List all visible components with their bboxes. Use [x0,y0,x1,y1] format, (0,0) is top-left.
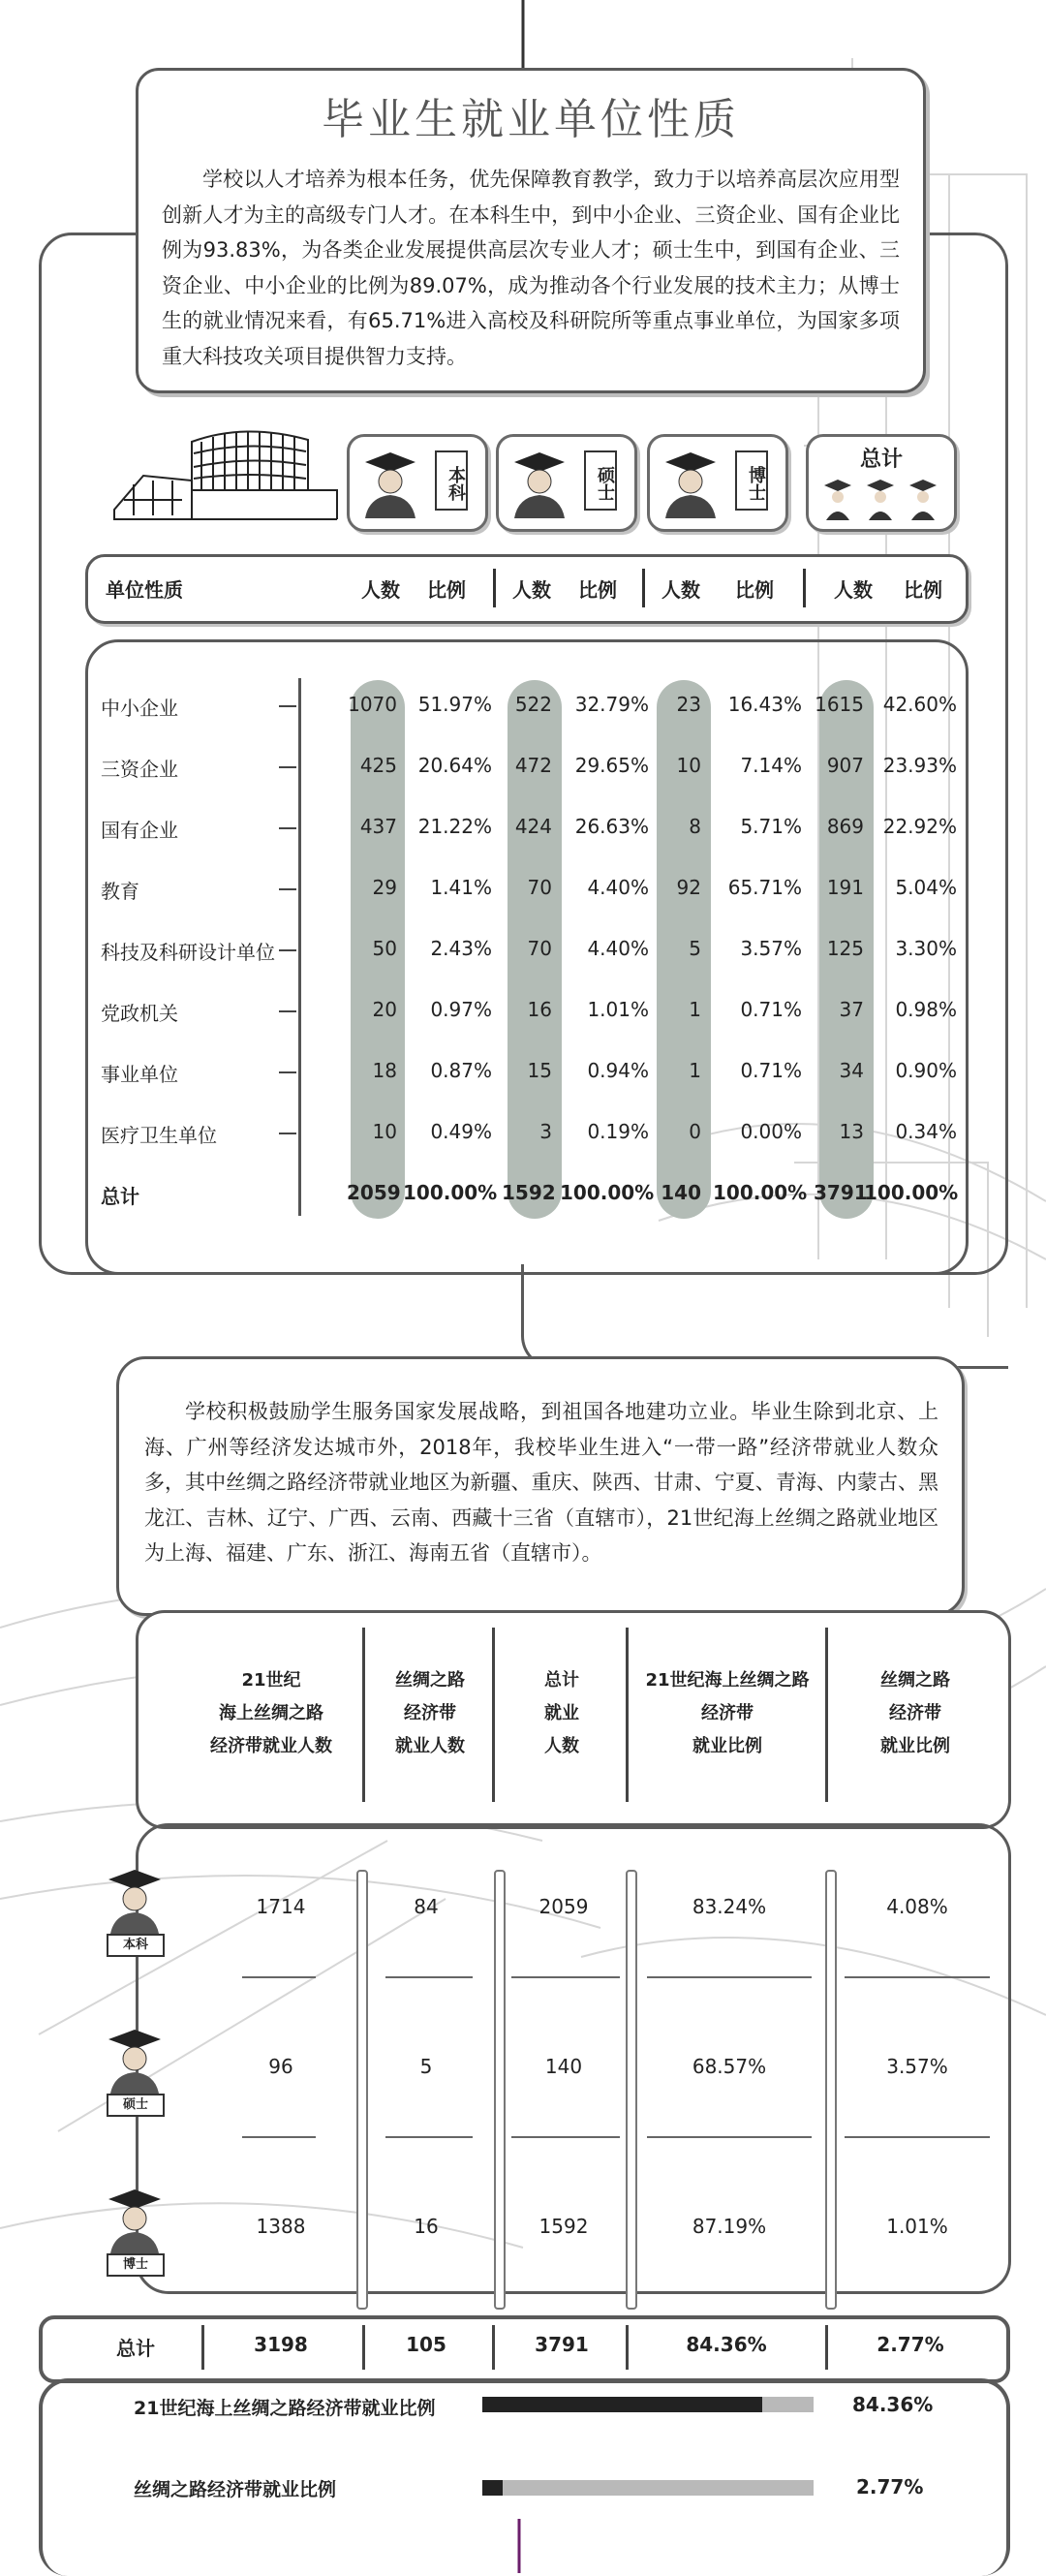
total-separator [362,2325,365,2370]
row-label: 总计 [101,1185,139,1208]
count-cell: 140 [661,1181,701,1204]
ratio-cell: 23.93% [882,754,957,777]
count-cell: 125 [826,937,864,960]
count-cell: 424 [514,815,552,838]
intro-card [136,68,926,393]
ratio-cell: 1.01% [886,2215,948,2238]
header-master-ratio: 比例 [578,578,617,602]
ratio-cell: 100.00% [403,1181,498,1204]
header-line: 就业人数 [395,1736,465,1756]
header-separator [492,1628,495,1802]
ratio-cell: 0.19% [587,1120,649,1143]
count-cell: 0 [689,1120,701,1143]
header-total-ratio: 比例 [904,578,942,602]
ratio-cell: 32.79% [574,693,649,716]
graduate-cap-icon [359,449,419,518]
total-silk-road-ratio: 2.77% [877,2333,944,2356]
ratio-cell: 0.34% [895,1120,957,1143]
ratio-cell: 4.40% [587,937,649,960]
count-cell: 16 [414,2215,439,2238]
count-cell: 2059 [538,1895,589,1918]
ratio-cell: 21.22% [417,815,492,838]
graduate-icon [101,2026,169,2094]
column-pillar [494,1870,506,2310]
total-label: 总计 [116,2337,155,2360]
count-cell: 522 [514,693,552,716]
ratio-fill-silk-road [482,2480,503,2496]
degree-tag: 本科 [107,1934,165,1957]
header-line: 经济带 [701,1703,754,1723]
ratio-cell: 0.00% [740,1120,802,1143]
ratio-cell: 20.64% [417,754,492,777]
ratio-label-silk-road: 丝绸之路经济带就业比例 [134,2479,337,2500]
table2-header-cell [633,1664,821,1763]
header-separator [362,1628,365,1802]
ratio-value-sea-road: 84.36% [852,2393,934,2416]
count-cell: 2059 [347,1181,401,1204]
ratio-cell: 3.57% [740,937,802,960]
ratio-bar-silk-road [482,2480,814,2496]
header-doctor-count: 人数 [661,578,700,602]
count-cell: 70 [527,876,552,899]
ratio-cell: 65.71% [727,876,802,899]
header-line: 21世纪海上丝绸之路 [645,1670,810,1691]
row-tick [279,827,296,829]
count-cell: 3 [539,1120,552,1143]
section-connector [521,1264,1008,1369]
count-cell: 10 [372,1120,397,1143]
ratio-cell: 2.43% [430,937,492,960]
group-bachelor [347,434,488,532]
header-total-count: 人数 [834,578,873,602]
table2-header-cell [372,1664,488,1763]
count-cell: 18 [372,1059,397,1082]
count-cell: 84 [414,1895,439,1918]
row-rule [647,1976,812,1978]
ratio-cell: 0.90% [895,1059,957,1082]
ratio-cell: 7.14% [740,754,802,777]
count-cell: 1714 [256,1895,306,1918]
graduates-group-icon [820,478,942,520]
count-cell: 20 [372,998,397,1021]
count-cell: 15 [527,1059,552,1082]
count-cell: 869 [826,815,864,838]
count-cell: 1615 [815,693,864,716]
header-separator [642,569,645,607]
count-cell: 437 [359,815,397,838]
ratio-cell: 100.00% [864,1181,959,1204]
count-cell: 92 [676,876,701,899]
ratio-cell: 0.87% [430,1059,492,1082]
count-cell: 50 [372,937,397,960]
group-label-total: 总计 [859,448,903,472]
header-separator [825,1628,828,1802]
total-separator [201,2325,204,2370]
total-separator [825,2325,828,2370]
ratio-cell: 0.71% [740,998,802,1021]
count-cell: 96 [268,2055,293,2078]
row-label: 医疗卫生单位 [101,1124,217,1147]
graduate-icon [101,1866,169,1934]
header-bachelor-count: 人数 [361,578,400,602]
count-cell: 16 [527,998,552,1021]
group-total [806,434,957,532]
ratio-cell: 0.94% [587,1059,649,1082]
header-unit-type: 单位性质 [106,578,183,602]
graduate-cap-icon [660,449,720,518]
row-tick [279,888,296,890]
belt-road-card [116,1356,965,1616]
ratio-cell: 4.08% [886,1895,948,1918]
ratio-cell: 100.00% [560,1181,655,1204]
row-tick [279,1010,296,1012]
count-cell: 5 [419,2055,433,2078]
row-label: 科技及科研设计单位 [101,941,275,964]
count-cell: 1070 [348,693,397,716]
belt-road-paragraph: 学校积极鼓励学生服务国家发展战略，到祖国各地建功立业。毕业生除到北京、上海、广州等经济发达城市外，2018年，我校毕业生进入“一带一路”经济带就业人数众多，其中丝绸之路经济带就业地区为新疆、重庆、陕西、甘肃、宁夏、青海、内蒙古、黑龙江、吉林、辽宁、广西、云南、西藏十三省（直辖市），21世纪海上丝绸之路就业地区为上海、福建、广东、浙江、海南五省（直辖市）。 [144,1400,938,1565]
row-rule [845,1976,990,1978]
table2-header-cell [184,1664,358,1763]
ratio-cell: 0.71% [740,1059,802,1082]
ratio-cell: 5.71% [740,815,802,838]
row-rule [511,2136,620,2138]
header-line: 总计 [544,1670,579,1691]
header-line: 丝绸之路 [880,1670,950,1691]
graduate-icon [101,2186,169,2253]
row-tick [279,1133,296,1134]
total-employed-count: 3791 [535,2333,589,2356]
header-line: 经济带 [404,1703,456,1723]
ratio-cell: 16.43% [727,693,802,716]
count-cell: 191 [826,876,864,899]
count-cell: 1 [689,1059,701,1082]
header-line: 就业 [544,1703,579,1723]
header-line: 经济带 [889,1703,941,1723]
row-label: 教育 [101,880,139,903]
row-label: 中小企业 [101,697,178,720]
header-separator [803,569,806,607]
page-title: 毕业生就业单位性质 [322,95,740,144]
column-pillar [825,1870,837,2310]
row-label: 事业单位 [101,1063,178,1086]
row-rule [845,2136,990,2138]
group-label-master: 硕士 [584,450,617,511]
table1-divider [298,678,301,1216]
group-doctor [647,434,788,532]
header-line: 就业比例 [692,1736,762,1756]
count-cell: 1 [689,998,701,1021]
row-label: 三资企业 [101,758,178,781]
total-sea-road-count: 3198 [254,2333,308,2356]
header-separator [626,1628,629,1802]
ratio-label-sea-road: 21世纪海上丝绸之路经济带就业比例 [134,2398,436,2419]
ratio-cell: 1.41% [430,876,492,899]
ratio-cell: 26.63% [574,815,649,838]
row-rule [385,2136,473,2138]
header-line: 人数 [544,1736,579,1756]
row-rule [385,1976,473,1978]
header-line: 经济带就业人数 [210,1736,332,1756]
group-label-bachelor: 本科 [435,450,468,511]
count-cell: 1592 [538,2215,589,2238]
ratio-value-silk-road: 2.77% [856,2475,924,2498]
count-cell: 472 [514,754,552,777]
group-label-doctor: 博士 [735,450,768,511]
ratio-cell: 29.65% [574,754,649,777]
row-label: 国有企业 [101,819,178,842]
row-label: 党政机关 [101,1002,178,1025]
count-cell: 5 [689,937,701,960]
column-pillar [626,1870,637,2310]
count-cell: 29 [372,876,397,899]
count-cell: 1592 [502,1181,556,1204]
building-illustration [105,422,347,529]
count-cell: 34 [839,1059,864,1082]
ratio-cell: 87.19% [692,2215,767,2238]
total-silk-road-count: 105 [406,2333,446,2356]
row-rule [242,2136,316,2138]
ratio-cell: 4.40% [587,876,649,899]
ratio-cell: 68.57% [692,2055,767,2078]
count-cell: 140 [544,2055,583,2078]
header-line: 海上丝绸之路 [219,1703,323,1723]
ratio-cell: 3.30% [895,937,957,960]
ratio-cell: 0.98% [895,998,957,1021]
ratio-cell: 0.49% [430,1120,492,1143]
count-cell: 13 [839,1120,864,1143]
group-master [496,434,637,532]
ratio-cell: 5.04% [895,876,957,899]
count-cell: 3791 [814,1181,868,1204]
ratio-cell: 100.00% [713,1181,808,1204]
count-cell: 70 [527,937,552,960]
row-rule [647,2136,812,2138]
header-bachelor-ratio: 比例 [427,578,466,602]
count-cell: 8 [689,815,701,838]
row-rule [242,1976,316,1978]
header-master-count: 人数 [512,578,551,602]
count-cell: 425 [359,754,397,777]
table2-header-cell [833,1664,998,1763]
ratio-bar-sea-road [482,2397,814,2412]
count-cell: 10 [676,754,701,777]
count-cell: 1388 [256,2215,306,2238]
total-sea-road-ratio: 84.36% [686,2333,767,2356]
header-separator [493,569,496,607]
ratio-cell: 51.97% [417,693,492,716]
header-doctor-ratio: 比例 [735,578,774,602]
table2-header-cell [502,1664,622,1763]
table1-header [85,554,969,624]
intro-paragraph: 学校以人才培养为根本任务，优先保障教育教学，致力于以培养高层次应用型创新人才为主的高级专门人才。在本科生中，到中小企业、三资企业、国有企业比例为93.83%，为各类企业发展提供高层次专业人才；硕士生中，到国有企业、三资企业、中小企业的比例为89.07%，成为推动各个行业发展的技术主力；从博士生的就业情况来看，有65.71%进入高校及科研院所等重点事业单位，为国家多项重大科技攻关项目提供智力支持。 [162,168,900,368]
ratio-cell: 22.92% [882,815,957,838]
count-cell: 37 [839,998,864,1021]
row-tick [279,1071,296,1073]
ratio-cell: 0.97% [430,998,492,1021]
ratio-cell: 3.57% [886,2055,948,2078]
ratio-cell: 83.24% [692,1895,767,1918]
total-separator [492,2325,495,2370]
total-separator [626,2325,629,2370]
degree-tag: 硕士 [107,2094,165,2117]
row-tick [279,705,296,707]
count-cell: 907 [826,754,864,777]
row-tick [279,766,296,768]
header-line: 就业比例 [880,1736,950,1756]
count-cell: 23 [676,693,701,716]
column-pillar [356,1870,368,2310]
degree-tag: 博士 [107,2253,165,2277]
row-tick [279,949,296,951]
row-rule [511,1976,620,1978]
header-line: 丝绸之路 [395,1670,465,1691]
header-line: 21世纪 [241,1670,301,1691]
graduate-cap-icon [508,449,569,518]
ratio-fill-sea-road [482,2397,762,2412]
ratio-cell: 1.01% [587,998,649,1021]
ratio-cell: 42.60% [882,693,957,716]
